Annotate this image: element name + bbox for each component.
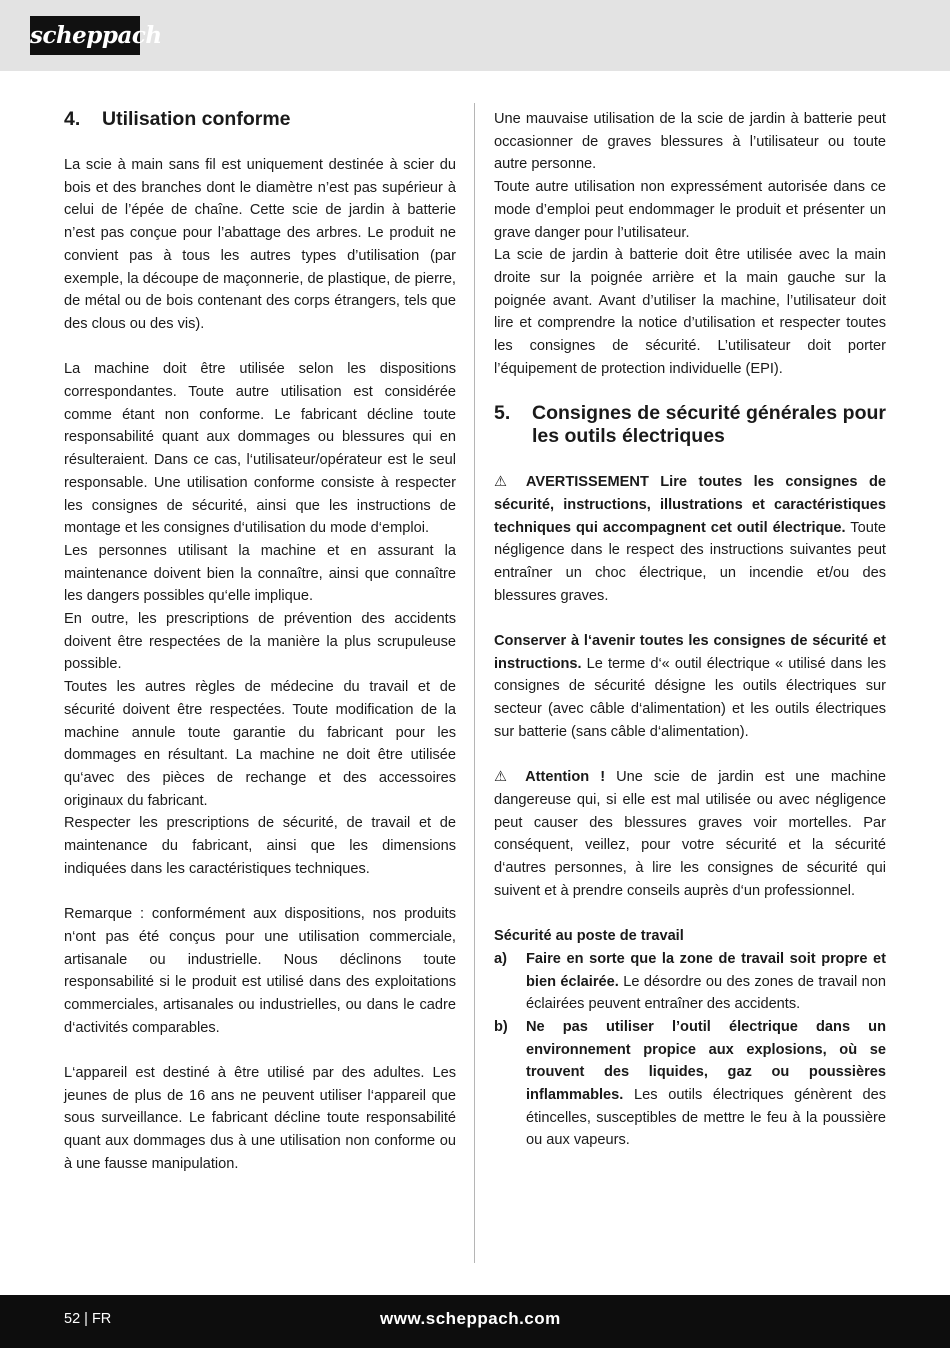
paragraph: Respecter les prescriptions de sécurité, de travail et de maintenance du fabricant, ainsi que les dimensions indiquées dans les caractéristiques techniques. (64, 815, 456, 877)
warning-icon: ⚠ (494, 474, 515, 491)
paragraph: Les personnes utilisant la machine et en assurant la maintenance doivent bien la connaître, ainsi que connaître les dangers possibles qu‘elle implique. (64, 542, 456, 605)
page-number: 52 | FR (64, 1311, 112, 1327)
page-header (0, 0, 950, 71)
paragraph: Toutes les autres règles de médecine du travail et de sécurité doivent être respectées. Toute modification de la machine annule toute garantie du fabricant pour les dommages en résultant. La machine ne doit être utilisée qu‘avec des pièces de rechange et des accessoires originaux du fabricant. (64, 679, 456, 809)
subheading: Sécurité au poste de travail (494, 928, 684, 945)
paragraph: Une mauvaise utilisation de la scie de jardin à batterie peut occasionner de graves blessures à l’utilisateur ou toute autre personne. (494, 111, 886, 173)
attention-paragraph: ⚠ Attention ! Une scie de jardin est une machine dangereuse qui, si elle est mal utilisée ou avec négligence peut causer des blessures graves voir mortelles. Par conséquent, veillez, pour votre sécurité et la sécurité d‘autres personnes, à lire les consignes de sécurité qui suivent et à prendre conseils auprès d‘un professionnel. (494, 769, 886, 899)
warning-paragraph: ⚠ AVERTISSEMENT Lire toutes les consignes de sécurité, instructions, illustrations et caractéristiques techniques qui accompagnent cet outil électrique. Toute négligence dans le respect des instructions suivantes peut entraîner un choc électrique, un incendie et/ou des blessures graves. (494, 474, 886, 604)
paragraph: En outre, les prescriptions de prévention des accidents doivent être respectées de la manière la plus scrupuleuse possible. (64, 611, 456, 673)
paragraph: Conserver à l‘avenir toutes les consignes de sécurité et instructions. Le terme d‘« outil électrique « utilisé dans les consignes de sécurité désigne les outils électriques sur secteur (avec câble d‘alimentation) et les outils électriques sur batterie (sans câble d‘alimentation). (494, 633, 886, 740)
paragraph: La scie à main sans fil est uniquement destinée à scier du bois et des branches dont le diamètre n’est pas supérieur à celui de l’épée de chaîne. Cette scie de jardin à batterie n’est pas conçue pour l’abattage des arbres. Le produit ne convient pas à tous les autres types d’utilisation (par exemple, la découpe de maçonnerie, de plastique, de pierre, de métal ou de bois contenant des corps étrangers, tels que des clous ou des vis). (64, 157, 456, 332)
column-divider (474, 103, 475, 1263)
paragraph: La scie de jardin à batterie doit être utilisée avec la main droite sur la poignée arrière et la main gauche sur la poignée avant. Avant d’utiliser la machine, l’utilisateur doit lire et comprendre la notice d’utilisation et respecter toutes les consignes de sécurité. L’utilisateur doit porter l’équipement de protection individuelle (EPI). (494, 247, 886, 377)
list-item: a) Faire en sorte que la zone de travail soit propre et bien éclairée. Le désordre ou des zones de travail non éclairées peuvent entraîner des accidents. (494, 950, 887, 1013)
paragraph: Toute autre utilisation non expressément autorisée dans ce mode d’emploi peut endommager le produit et présenter un grave danger pour l’utilisateur. (494, 179, 886, 241)
warning-icon: ⚠ (494, 769, 515, 786)
paragraph: L‘appareil est destiné à être utilisé par des adultes. Les jeunes de plus de 16 ans ne peuvent utiliser l‘appareil que sous surveillance. Le fabricant décline toute responsabilité quant aux dommages dus à une utilisation non conforme ou à une fausse manipulation. (64, 1065, 456, 1172)
paragraph: La machine doit être utilisée selon les dispositions correspondantes. Toute autre utilisation est considérée comme étant non conforme. Le fabricant décline toute responsabilité quant aux dommages ou blessures qui en résulteraient. Dans ce cas, l‘utilisateur/opérateur est le seul responsable. Une utilisation conforme consiste à respecter les consignes de sécurité, ainsi que les instructions de montage et les consignes d‘utilisation du mode d‘emploi. (64, 361, 456, 537)
scheppach-logo: scheppach (30, 16, 140, 55)
right-column (494, 108, 886, 1152)
list-item: b) Ne pas utiliser l’outil électrique dans un environnement propice aux explosions, où se trouvent des liquides, gaz ou poussières inflammables. Les outils électriques génèrent des étincelles, susceptibles de mettre le feu à la poussière ou aux vapeurs. (494, 1018, 886, 1149)
website-link[interactable]: www.scheppach.com (380, 1309, 561, 1328)
page-footer (0, 1295, 950, 1348)
section-4-heading: 4. Utilisation conforme (64, 108, 291, 130)
section-5-heading: 5. Consignes de sécurité générales pour les outils électriques (494, 402, 886, 448)
left-column (64, 108, 456, 1176)
paragraph: Remarque : conformément aux dispositions, nos produits n‘ont pas été conçus pour une utilisation commerciale, artisanale ou industrielle. Nous déclinons toute responsabilité si le produit est utilisé dans des exploitations commerciales, artisanales ou industrielles, ou dans le cadre d‘activités comparables. (64, 906, 456, 1036)
